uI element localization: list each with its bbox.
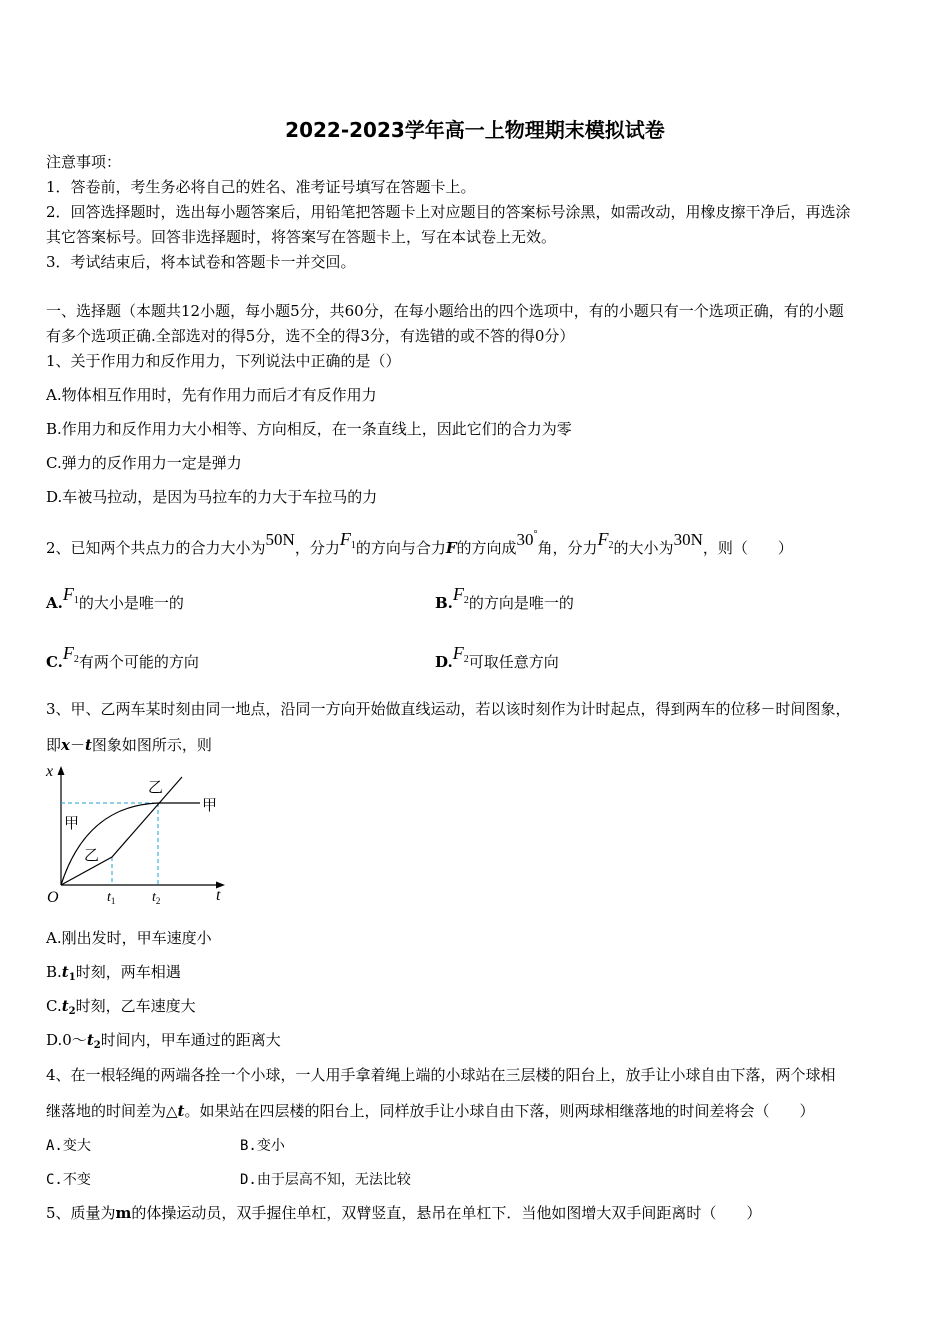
q2-option-d: $D.F_2$可取任意方向 <box>435 643 559 671</box>
q2-option-c: $C.F_2$有两个可能的方向 <box>46 643 199 671</box>
q2-f2-symbol: $F_2$ <box>597 529 614 551</box>
q3-stem-line-1: 3、甲、乙两车某时刻由同一地点，沿同一方向开始做直线运动，若以该时刻作为计时起点，得到两车的位移－时间图象， <box>46 700 851 718</box>
notice-item-2: 2．回答选择题时，选出每小题答案后，用铅笔把答题卡上对应题目的答案标号涂黑，如需改动，用橡皮擦干净后，再选涂 <box>46 203 851 221</box>
label-yi-bottom: 乙 <box>84 848 100 864</box>
label-jia-right: 甲 <box>202 798 218 814</box>
y-axis-arrow-icon <box>58 766 65 775</box>
x-axis-label: t <box>216 887 221 904</box>
q4-option-b: B.变小 <box>240 1138 285 1154</box>
q4-option-c: C.不变 <box>46 1172 91 1188</box>
q1-stem: 1、关于作用力和反作用力，下列说法中正确的是（） <box>46 352 401 370</box>
q3-option-a: A.刚出发时，甲车速度小 <box>46 929 212 947</box>
q4-stem-line-1: 4、在一根轻绳的两端各拴一个小球，一人用手拿着绳上端的小球站在三层楼的阳台上，放手让小球自由下落，两个球相 <box>46 1066 836 1084</box>
notice-item-1: 1．答卷前，考生务必将自己的姓名、准考证号填写在答题卡上。 <box>46 178 476 196</box>
q4-option-a: A.变大 <box>46 1138 91 1154</box>
section-heading-line-1: 一、选择题（本题共12小题，每小题5分，共60分，在每小题给出的四个选项中，有的小题只有一个选项正确，有的小题 <box>46 302 844 320</box>
notice-heading: 注意事项： <box>46 153 122 171</box>
line-yi <box>61 777 182 885</box>
q5-stem: 5、质量为m的体操运动员，双手握住单杠，双臂竖直，悬吊在单杠下．当他如图增大双手间距离时（ ） <box>46 1204 762 1222</box>
t1-label: $t_1$ <box>107 890 116 906</box>
y-axis-label: x <box>46 763 54 780</box>
origin-label: O <box>47 889 59 906</box>
q2-option-a: $A.F_1$的大小是唯一的 <box>46 584 184 612</box>
q2-stem: 2、已知两个共点力的合力大小为50N，分力$F_1$的方向与合力F的方向成30°角，分力$F_2$的大小为30N，则（ ） <box>46 529 793 557</box>
q3-option-b: $B.t_1$时刻，两车相遇 <box>46 963 181 983</box>
q3-stem-line-2: 即x－t图象如图所示，则 <box>46 736 212 754</box>
curve-jia <box>61 803 200 885</box>
label-yi-top: 乙 <box>148 780 164 796</box>
q4-stem-line-2: 继落地的时间差为△t。如果站在四层楼的阳台上，同样放手让小球自由下落，则两球相继落地的时间差将会（ ） <box>46 1102 815 1120</box>
q4-option-d: D.由于层高不知，无法比较 <box>240 1172 411 1188</box>
q2-angle: 30° <box>516 529 538 549</box>
section-heading-line-2: 有多个选项正确.全部选对的得5分，选不全的得3分，有选错的或不答的得0分） <box>46 327 575 345</box>
page-title: 2022-2023学年高一上物理期末模拟试卷 <box>285 118 665 142</box>
q2-f2-value: 30N <box>673 530 703 549</box>
q1-option-c: C.弹力的反作用力一定是弹力 <box>46 454 242 472</box>
q3-option-c: $C.t_2$时刻，乙车速度大 <box>46 997 196 1017</box>
q1-option-a: A.物体相互作用时，先有作用力而后才有反作用力 <box>46 386 377 404</box>
q1-option-b: B.作用力和反作用力大小相等、方向相反，在一条直线上，因此它们的合力为零 <box>46 420 572 438</box>
q3-option-d: $D.0\sim t_2$时间内，甲车通过的距离大 <box>46 1031 281 1051</box>
q2-option-b: $B.F_2$的方向是唯一的 <box>435 584 574 612</box>
t2-label: $t_2$ <box>152 890 161 906</box>
q2-f1-symbol: $F_1$ <box>339 529 356 551</box>
q2-resultant-value: 50N <box>265 530 295 549</box>
q3-xt-graph <box>40 760 240 906</box>
q1-option-d: D.车被马拉动，是因为马拉车的力大于车拉马的力 <box>46 488 378 506</box>
label-jia-left: 甲 <box>64 816 80 832</box>
notice-item-2-cont: 其它答案标号。回答非选择题时，将答案写在答题卡上，写在本试卷上无效。 <box>46 228 557 246</box>
notice-item-3: 3．考试结束后，将本试卷和答题卡一并交回。 <box>46 253 356 271</box>
